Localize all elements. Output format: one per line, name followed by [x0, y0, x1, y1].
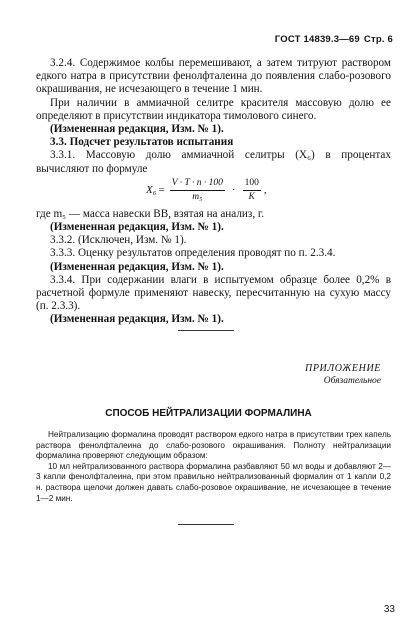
edit-note: (Измененная редакция, Изм. № 1).: [50, 221, 224, 234]
appendix-text: [36, 430, 391, 504]
paragraph-3-2-4: 3.2.4. Содержимое колбы перемешивают, а затем титруют раствором едкого натра в присутствии фенолфталеина до появления слабо-розового окрашивания, не исчезающего в течение 1 мин.: [36, 57, 391, 96]
edit-note: (Измененная редакция, Изм. № 1).: [50, 123, 224, 136]
section-3-3-heading: 3.3. Подсчет результатов испытания: [50, 136, 234, 149]
edit-note: (Измененная редакция, Изм. № 1).: [50, 260, 224, 273]
fraction-1-numerator: V · T · n · 100: [170, 178, 225, 191]
formula-legend: где m₅ — масса навески ВВ, взятая на анализ, г.: [36, 207, 265, 220]
paragraph-3-3-2: 3.3.2. (Исключен, Изм. № 1).: [50, 234, 187, 247]
appendix-paragraph-1: Нейтрализацию формалина проводят раствором едкого натра в присутствии трех капель раствора фенолфталеина до слабо-розового окрашивания. Полноту нейтрализации формалина проверяют следующим образом:: [36, 430, 391, 461]
page-number: 33: [383, 604, 395, 615]
appendix-label: [305, 362, 381, 388]
standard-number: ГОСТ 14839.3—69: [274, 34, 360, 45]
formula-comma: ,: [263, 183, 267, 196]
appendix-title: ПРИЛОЖЕНИЕ: [305, 363, 381, 374]
appendix-subtitle: Обязательное: [323, 376, 381, 386]
fraction-2: [243, 178, 261, 203]
appendix-paragraph-2: 10 мл нейтрализованного раствора формалина разбавляют 50 мл воды и добавляют 2—3 капли фенолфталеина, при этом правильно нейтрализованный формалин от 1 капли 0,2 н. раствора щелочи должен давать слабо-розовое окрашивание, не исчезающее в течение 1—2 мин.: [36, 461, 391, 503]
page-label: Стр. 6: [363, 34, 393, 45]
formula-block: [36, 176, 391, 208]
divider: [178, 330, 234, 331]
divider: [178, 524, 234, 525]
formula-equals: =: [158, 183, 165, 196]
paragraph-3-3-4: 3.3.4. При содержании влаги в испытуемом образце более 0,2% в расчетной формуле применяют навеску, пересчитанную на сухую массу (п. 2.3.3).: [36, 273, 391, 313]
page-header: [275, 34, 393, 45]
formula-lhs: X₆: [146, 183, 157, 196]
paragraph-3-3-1: 3.3.1. Массовую долю аммиачной селитры (X₆) в процентах вычисляют по формуле: [36, 149, 391, 175]
formula: [146, 178, 267, 203]
fraction-2-denominator: K: [248, 191, 255, 202]
main-text: [36, 57, 391, 327]
appendix-section-title: СПОСОБ НЕЙТРАЛИЗАЦИИ ФОРМАЛИНА: [105, 408, 312, 419]
fraction-1: [170, 178, 225, 203]
paragraph-indicator-note: При наличии в аммиачной селитре красителя массовую долю ее определяют в присутствии индикатора тимолового синего.: [36, 96, 391, 122]
fraction-2-numerator: 100: [243, 178, 261, 191]
fraction-1-denominator: m₅: [192, 191, 203, 202]
paragraph-3-3-3: 3.3.3. Оценку результатов определения проводят по п. 2.3.4.: [50, 247, 336, 260]
edit-note: (Измененная редакция, Изм. № 1).: [50, 313, 224, 326]
formula-dot: ·: [231, 183, 236, 196]
